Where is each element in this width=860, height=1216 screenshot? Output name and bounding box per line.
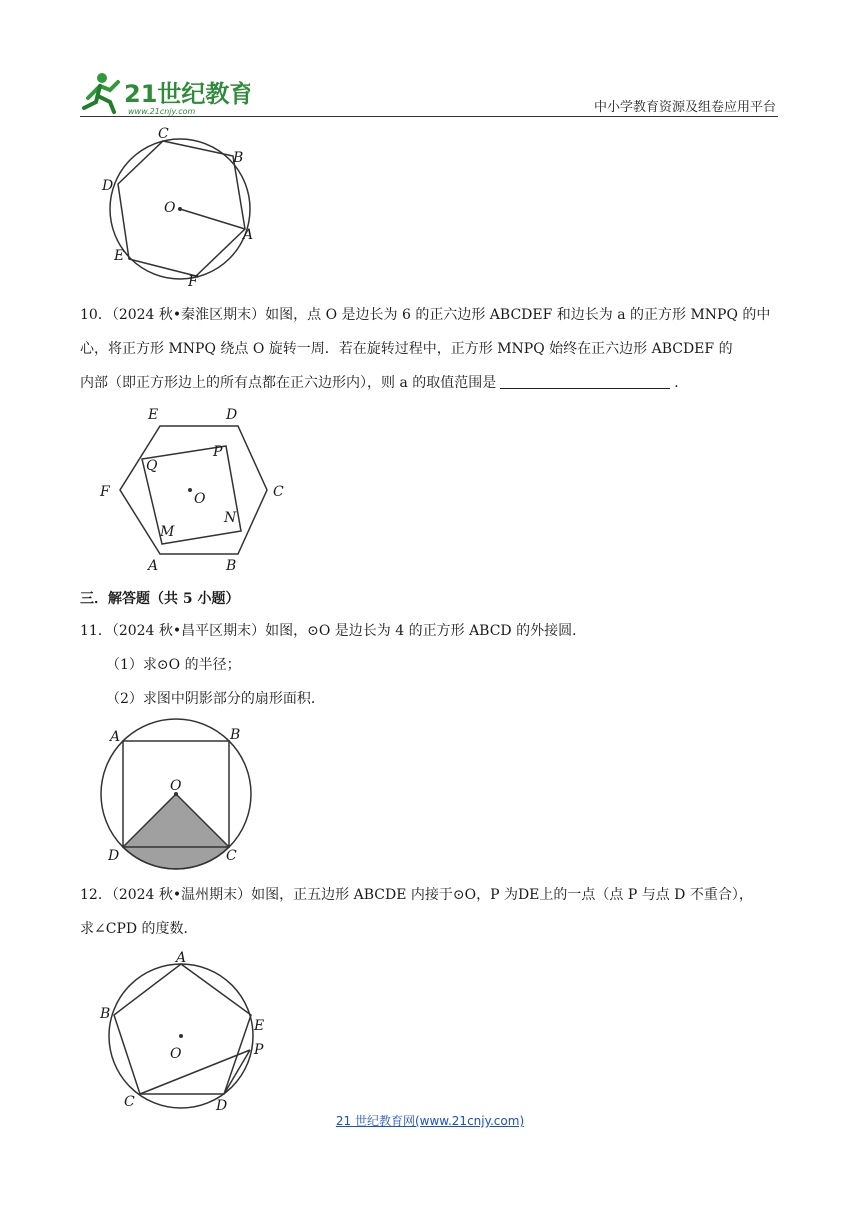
question-10 (80, 298, 780, 400)
logo-url-text: www.21cnjy.com (128, 107, 196, 116)
q12-line-1: 12．（2024 秋•温州期末）如图，正五边形 ABCDE 内接于⊙O，P 为DE上的一点（点 P 与点 D 不重合）， (80, 887, 753, 903)
label-o: O (170, 778, 182, 794)
center-dot (188, 488, 192, 492)
label-o: O (170, 1046, 182, 1062)
section-title: 三．解答题（共 5 小题） (80, 591, 240, 607)
q12-line-2: 求∠CPD 的度数． (80, 921, 198, 937)
q11-line-1: 11．（2024 秋•昌平区期末）如图，⊙O 是边长为 4 的正方形 ABCD 的外接圆． (80, 623, 587, 639)
label-a: A (243, 227, 254, 243)
site-logo (80, 68, 250, 118)
label-f: F (188, 274, 198, 290)
logo-main-text: 21世纪教育 (124, 80, 250, 108)
label-m: M (160, 524, 175, 540)
figure-q10 (96, 404, 296, 576)
label-o: O (164, 200, 176, 216)
label-c: C (124, 1094, 135, 1110)
line-cp (140, 1050, 250, 1094)
label-n: N (224, 510, 237, 526)
label-d: D (108, 848, 120, 864)
figure-q11 (96, 714, 256, 870)
label-e: E (114, 248, 125, 264)
label-c: C (226, 848, 237, 864)
label-c: C (273, 484, 284, 500)
label-a: A (110, 729, 121, 745)
center-dot (178, 207, 182, 211)
footer (0, 1112, 860, 1129)
q11-sub-1: （1）求⊙O 的半径； (106, 657, 241, 673)
hexagon-shape (120, 426, 267, 554)
label-b: B (226, 558, 237, 574)
label-b: B (233, 150, 244, 166)
question-12 (80, 878, 780, 946)
runner-icon (84, 73, 118, 112)
label-b: B (230, 727, 241, 743)
q11-sub-2: （2）求图中阴影部分的扇形面积． (106, 691, 325, 707)
header-divider (80, 116, 778, 117)
q10-line-3-end: ． (674, 375, 689, 391)
label-d: D (226, 407, 238, 423)
platform-name: 中小学教育资源及组卷应用平台 (593, 100, 776, 115)
q10-line-3-text: 内部（即正方形边上的所有点都在正六边形内），则 a 的取值范围是 (80, 375, 497, 391)
label-d: D (102, 178, 114, 194)
label-e: E (148, 407, 159, 423)
figure-q12 (96, 946, 276, 1116)
question-11 (80, 614, 780, 716)
label-p: P (254, 1042, 264, 1058)
label-f: F (100, 484, 110, 500)
center-dot (179, 1034, 183, 1038)
label-e: E (254, 1018, 265, 1034)
label-b: B (100, 1006, 111, 1022)
radius-line (180, 209, 245, 229)
answer-blank (500, 374, 670, 389)
label-o: O (194, 491, 206, 507)
label-q: Q (146, 458, 158, 474)
q10-line-1: 10．（2024 秋•秦淮区期末）如图，点 O 是边长为 6 的正六边形 ABCDEF 和边长为 a 的正方形 MNPQ 的中 (80, 307, 771, 323)
q10-line-3 (80, 366, 780, 400)
shaded-sector (123, 794, 229, 869)
label-a: A (148, 558, 159, 574)
figure-q9 (96, 124, 266, 290)
label-d: D (216, 1098, 228, 1114)
label-c: C (158, 126, 169, 142)
footer-link[interactable]: 21 世纪教育网(www.21cnjy.com) (335, 1114, 525, 1128)
label-a: A (176, 950, 187, 966)
label-p: P (213, 444, 223, 460)
q10-line-2: 心，将正方形 MNPQ 绕点 O 旋转一周．若在旋转过程中，正方形 MNPQ 始终在正六边形 ABCDEF 的 (80, 341, 733, 357)
